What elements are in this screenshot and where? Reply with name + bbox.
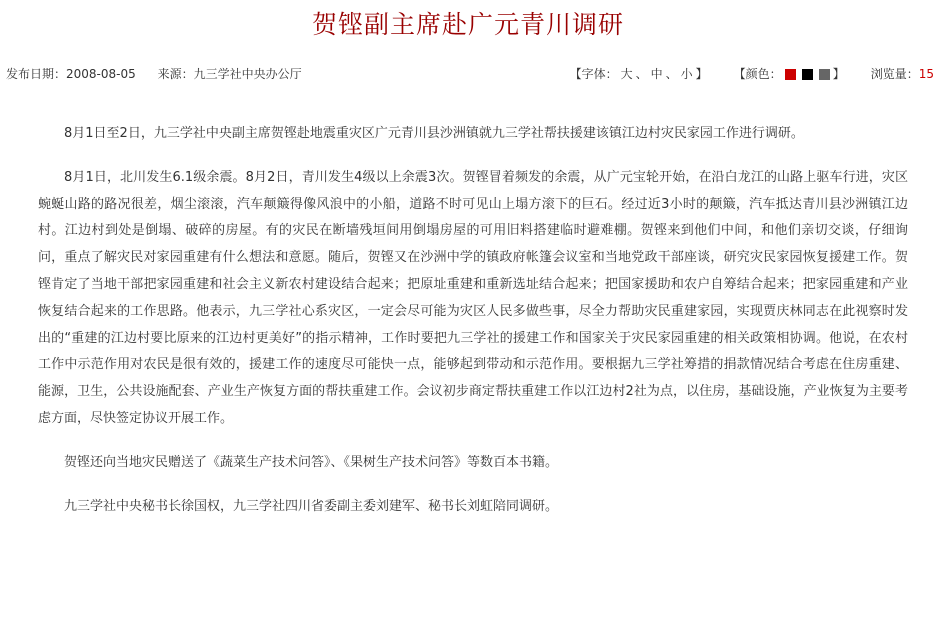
article-meta-bar: [0, 64, 936, 84]
publish-date-label: 发布日期：: [6, 67, 67, 81]
color-suffix: 】: [832, 67, 845, 81]
source-value: 九三学社中央办公厅: [193, 67, 302, 81]
page-title: 贺铿副主席赴广元青川调研: [311, 10, 624, 39]
color-swatch-black[interactable]: [802, 69, 813, 80]
paragraph: 8月1日至2日，九三学社中央副主席贺铿赴地震重灾区广元青川县沙洲镇就九三学社帮扶援建该镇江边村灾民家园工作进行调研。: [64, 126, 804, 141]
publish-date: 2008-08-05: [66, 67, 136, 81]
font-size-medium-link[interactable]: 中: [650, 67, 663, 81]
text-color-selector: [734, 64, 845, 84]
views-count: 15: [918, 67, 934, 81]
paragraph: 贺铿还向当地灾民赠送了《蔬菜生产技术问答》、《果树生产技术问答》等数百本书籍。: [64, 454, 559, 470]
views-label: 浏览量：: [870, 67, 919, 81]
view-counter: [871, 64, 934, 84]
paragraph: 九三学社中央秘书长徐国权，九三学社四川省委副主委刘建军、秘书长刘虹陪同调研。: [64, 498, 559, 514]
paragraph: 8月1日，北川发生6.1级余震。8月2日，青川发生4级以上余震3次。贺铿冒着频发的余震，从广元宝轮开始，在沿白龙江的山路上驱车行进，灾区蜿蜒山路的路况很差，烟尘滚滚，汽车颠簸得像风浪中的小船，道路不时可见山上塌方滚下的巨石。经过近3小时的颠簸，汽车抵达青川县沙洲镇江边村。江边村到处是倒塌、破碎的房屋。有的灾民在断墙残垣间用倒塌房屋的可用旧料搭建临时避难棚。贺铿来到他们中间，和他们亲切交谈，仔细询问，重点了解灾民对家园重建有什么想法和意愿。随后，贺铿又在沙洲中学的镇政府帐篷会议室和当地党政干部座谈，研究灾民家园恢复援建工作。贺铿肯定了当地干部把家园重建和社会主义新农村建设结合起来；把原址重建和重新选址结合起来；把国家援助和农户自筹结合起来；把家园重建和产业恢复结合起来的工作思路。他表示，九三学社心系灾区，一定会尽可能为灾区人民多做些事，尽全力帮助灾民重建家园，实现贾庆林同志在此视察时发出的“重建的江边村要比原来的江边村更美好”的指示精神，工作时要把九三学社的援建工作和国家关于灾民家园重建的相关政策相协调。他说，在农村工作中示范作用对农民是很有效的，援建工作的速度尽可能快一点，能够起到带动和示范作用。要根据九三学社筹措的捐款情况结合考虑在住房重建、能源，卫生，公共设施配套、产业生产恢复方面的帮扶重建工作。会议初步商定帮扶重建工作以江边村2社为点，以住房，基础设施，产业恢复为主要考虑方面，尽快签定协议开展工作。: [38, 169, 908, 426]
font-size-selector: 【字体： 大 、 中 、 小 】: [569, 67, 708, 81]
color-swatch-gray[interactable]: [819, 69, 830, 80]
meta-right: [570, 64, 934, 84]
meta-left: [6, 64, 302, 84]
color-prefix: 【颜色：: [733, 67, 782, 81]
font-size-small-link[interactable]: 小: [680, 67, 693, 81]
font-size-large-link[interactable]: 大: [620, 67, 633, 81]
font-size-suffix: 】: [695, 67, 708, 81]
article-body: [38, 121, 908, 537]
source-label: 来源：: [157, 67, 194, 81]
color-swatch-red[interactable]: [785, 69, 796, 80]
font-size-prefix: 【字体：: [569, 67, 618, 81]
